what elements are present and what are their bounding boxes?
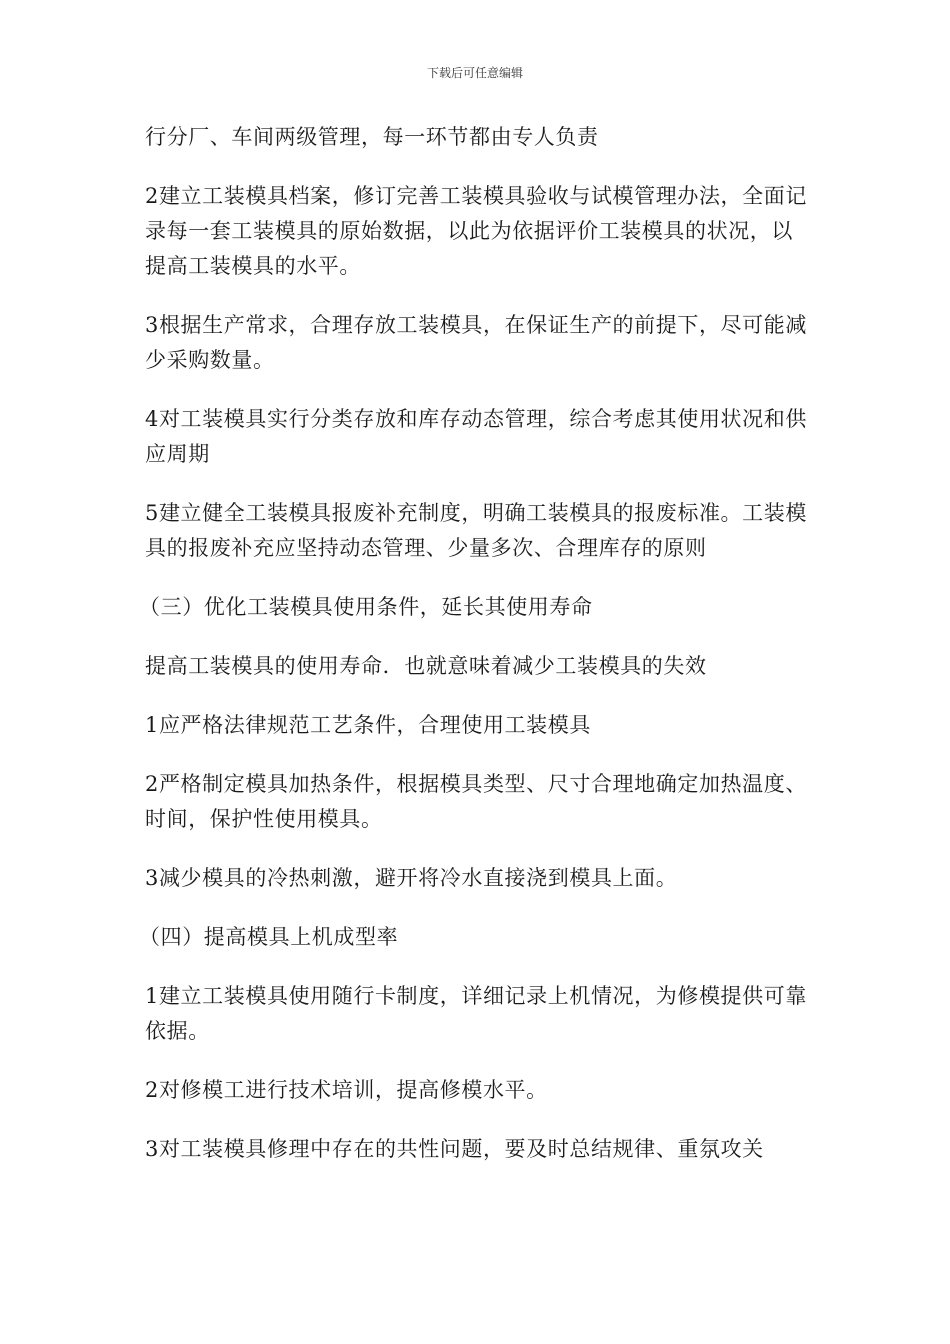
paragraph: 2建立工装模具档案，修订完善工装模具验收与试模管理办法，全面记录每一套工装模具的原始数据，以此为依据评价工装模具的状况，以提高工装模具的水平。 <box>145 184 807 278</box>
paragraph: 1建立工装模具使用随行卡制度，详细记录上机情况，为修模提供可靠依据。 <box>145 984 807 1043</box>
paragraph: 4对工装模具实行分类存放和库存动态管理，综合考虑其使用状况和供应周期 <box>145 407 807 466</box>
paragraph: 3减少模具的冷热刺激，避开将冷水直接浇到模具上面。 <box>145 866 678 890</box>
paragraph: 1应严格法律规范工艺条件，合理使用工装模具 <box>145 713 591 737</box>
paragraph: 5建立健全工装模具报废补充制度，明确工装模具的报废标准。工装模具的报废补充应坚持动态管理、少量多次、合理库存的原则 <box>145 501 807 560</box>
paragraph: 2对修模工进行技术培训，提高修模水平。 <box>145 1078 548 1102</box>
section-heading: （四）提高模具上机成型率 <box>139 925 399 949</box>
page-header: 下载后可任意编辑 <box>426 66 523 80</box>
paragraph: 3对工装模具修理中存在的共性问题，要及时总结规律、重氛攻关 <box>145 1137 764 1161</box>
paragraph: 提高工装模具的使用寿命．也就意味着减少工装模具的失效 <box>145 654 707 678</box>
document-body <box>139 120 810 1191</box>
section-heading: （三）优化工装模具使用条件，延长其使用寿命 <box>139 595 593 619</box>
paragraph: 3根据生产常求，合理存放工装模具，在保证生产的前提下，尽可能减少采购数量。 <box>145 313 807 372</box>
paragraph: 2严格制定模具加热条件，根据模具类型、尺寸合理地确定加热温度、时间，保护性使用模具。 <box>145 772 807 831</box>
paragraph: 行分厂、车间两级管理，每一环节都由专人负责 <box>145 125 599 149</box>
